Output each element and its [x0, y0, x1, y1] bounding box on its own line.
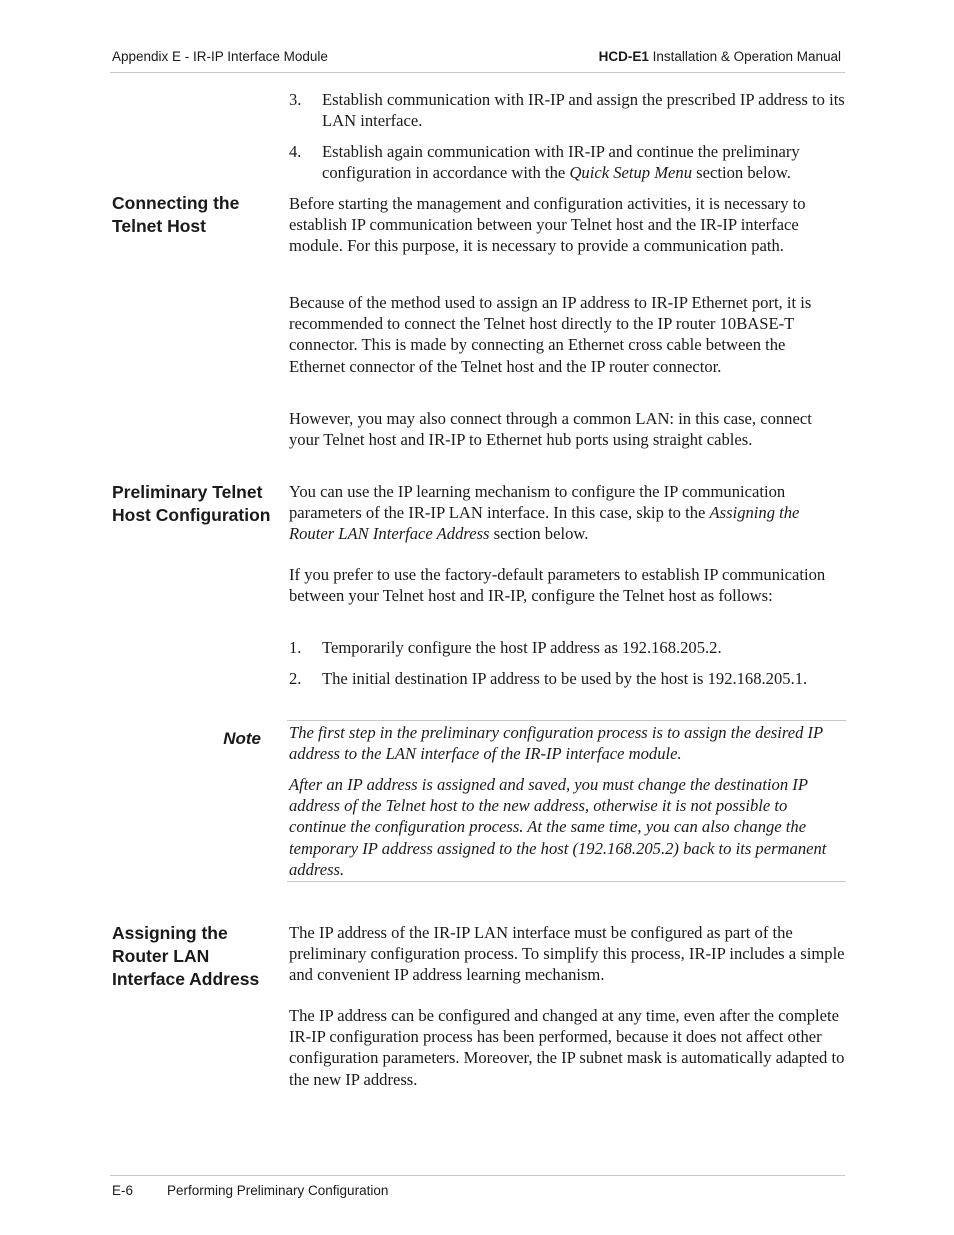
list-item — [289, 89, 845, 131]
list-item — [289, 637, 845, 658]
section-heading: Assigning the Router LAN Interface Address — [112, 923, 260, 989]
list-number: 2. — [289, 669, 302, 688]
paragraph: You can use the IP learning mechanism to configure the IP communication parameters of the IR-IP LAN interface. In this case, skip to the Assigning the Router LAN Interface Address section below. — [289, 482, 800, 544]
cross-reference: Quick Setup Menu — [569, 163, 693, 183]
list-text: Establish again communication with IR-IP and continue the preliminary configuration in accordance with the Quick Setup Menu section below. — [322, 142, 800, 183]
list-text: Establish communication with IR-IP and assign the prescribed IP address to its LAN interface. — [322, 90, 845, 131]
section-heading: Connecting the Telnet Host — [112, 193, 240, 236]
note-paragraph: After an IP address is assigned and saved, you must change the destination IP address of the Telnet host to the new address, otherwise it is not possible to continue the configuration process. At the same time, you can also change the temporary IP address assigned to the host (192.168.205.2) back to its permanent address. — [289, 775, 827, 879]
paragraph: The IP address of the IR-IP LAN interface must be configured as part of the preliminary configuration process. To simplify this process, IR-IP includes a simple and convenient IP address learning mechanism. — [289, 923, 845, 985]
paragraph: However, you may also connect through a common LAN: in this case, connect your Telnet host and IR-IP to Ethernet hub ports using straight cables. — [289, 409, 812, 450]
paragraph: The IP address can be configured and changed at any time, even after the complete IR-IP configuration process has been performed, because it does not affect other configuration parameters. Moreover, the IP subnet mask is automatically adapted to the new IP address. — [289, 1006, 845, 1089]
paragraph: If you prefer to use the factory-default parameters to establish IP communication between your Telnet host and IR-IP, configure the Telnet host as follows: — [289, 565, 826, 606]
running-header-right — [599, 49, 841, 64]
list-text: Temporarily configure the host IP address as 192.168.205.2. — [322, 638, 722, 657]
cross-reference: Assigning the Router LAN Interface Address — [289, 503, 800, 544]
section-heading: Preliminary Telnet Host Configuration — [112, 482, 271, 525]
page-number: E-6 — [112, 1183, 134, 1198]
list-number: 3. — [289, 90, 302, 109]
paragraph: Before starting the management and configuration activities, it is necessary to establish IP communication between your Telnet host and the IR-IP interface module. For this purpose, it is necessary to provide a communication path. — [289, 194, 806, 256]
header-rule — [110, 72, 845, 73]
note-top-rule — [287, 720, 846, 721]
manual-title: Installation & Operation Manual — [648, 49, 841, 64]
note-paragraph: The first step in the preliminary configuration process is to assign the desired IP address to the LAN interface of the IR-IP interface module. — [289, 723, 823, 764]
manual-product-name: HCD-E1 — [598, 49, 649, 64]
footer-title: Performing Preliminary Configuration — [167, 1183, 389, 1198]
list-text: The initial destination IP address to be used by the host is 192.168.205.1. — [322, 669, 808, 688]
list-number: 1. — [289, 638, 302, 657]
footer-rule — [110, 1175, 845, 1176]
list-item — [289, 668, 845, 689]
list-number: 4. — [289, 142, 302, 161]
paragraph: Because of the method used to assign an IP address to IR-IP Ethernet port, it is recommended to connect the Telnet host directly to the IP router 10BASE-T connector. This is made by connecting an Ethernet cross cable between the Ethernet connector of the Telnet host and the IP router connector. — [289, 293, 812, 376]
note-bottom-rule — [287, 881, 846, 882]
note-label: Note — [223, 729, 261, 748]
list-item — [289, 141, 845, 183]
running-header-left: Appendix E - IR-IP Interface Module — [112, 49, 328, 64]
